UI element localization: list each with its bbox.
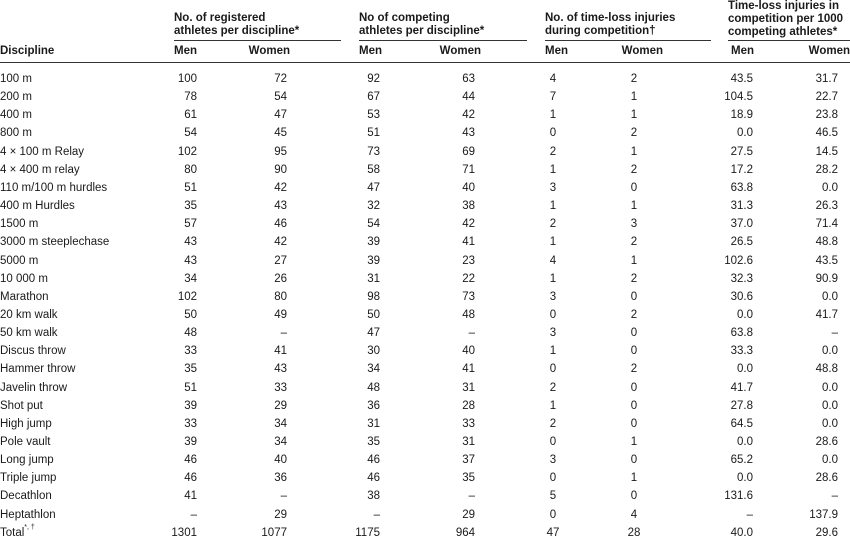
- cell-rate-men: 131.6: [724, 490, 753, 503]
- cell-inj-men: 7: [549, 91, 557, 104]
- cell-discipline: Javelin throw: [0, 381, 68, 394]
- cell-reg-women: 34: [274, 417, 287, 430]
- cell-rate-men: 30.6: [730, 290, 753, 303]
- cell-inj-women: 1: [630, 200, 638, 213]
- table-row: [0, 397, 850, 415]
- cell-reg-men: 61: [184, 109, 197, 122]
- cell-reg-men: 102: [177, 145, 197, 158]
- cell-comp-men: 47: [367, 327, 380, 340]
- cell-rate-men: 63.8: [730, 327, 753, 340]
- cell-reg-women: 45: [274, 127, 287, 140]
- cell-comp-women: 28: [462, 399, 475, 412]
- cell-rate-women: 0.0: [822, 345, 838, 358]
- group-header-injuries: [545, 12, 675, 38]
- cell-comp-men: 46: [367, 454, 380, 467]
- cell-comp-women: 29: [462, 508, 475, 521]
- table-row: [0, 270, 850, 288]
- cell-comp-men: 67: [367, 91, 380, 104]
- group-header-injuries-line1: No. of time-loss injuries: [545, 12, 676, 24]
- cell-rate-women: 14.5: [815, 145, 838, 158]
- cell-rate-women: 22.7: [815, 91, 838, 104]
- cell-comp-women: 71: [462, 163, 475, 176]
- total-label: [0, 524, 35, 542]
- cell-comp-women: 22: [462, 272, 475, 285]
- table-row: [0, 342, 850, 360]
- cell-comp-men: 54: [367, 218, 380, 231]
- cell-comp-women: 41: [462, 363, 475, 376]
- cell-comp-women: 42: [462, 218, 475, 231]
- cell-comp-women: 63: [462, 73, 475, 85]
- cell-inj-men: 1: [549, 345, 557, 358]
- group-rule-competing: [359, 40, 527, 41]
- cell-discipline: Discus throw: [0, 345, 66, 358]
- cell-reg-men: –: [190, 508, 197, 521]
- cell-comp-men: 31: [367, 417, 380, 430]
- rate-men-header: Men: [731, 45, 754, 57]
- cell-inj-women: 0: [630, 490, 638, 503]
- cell-inj-women: 2: [630, 363, 638, 376]
- cell-comp-women: 23: [462, 254, 475, 267]
- table-row: [0, 451, 850, 469]
- cell-comp-men: 31: [367, 272, 380, 285]
- cell-comp-women: 44: [462, 91, 475, 104]
- total-rate-women: 29.6: [815, 527, 838, 539]
- cell-rate-men: 17.2: [730, 163, 753, 176]
- cell-rate-women: 26.3: [815, 200, 838, 213]
- cell-reg-men: 33: [184, 417, 197, 430]
- header-rule: [0, 62, 850, 63]
- table-row: [0, 88, 850, 106]
- cell-discipline: 1500 m: [0, 218, 39, 231]
- cell-reg-men: 102: [177, 290, 197, 303]
- cell-reg-men: 50: [184, 308, 197, 321]
- cell-rate-men: 104.5: [724, 91, 753, 104]
- cell-rate-women: 48.8: [815, 363, 838, 376]
- cell-inj-women: 0: [630, 181, 638, 194]
- cell-rate-women: –: [831, 490, 838, 503]
- cell-reg-women: 54: [274, 91, 287, 104]
- cell-rate-men: 0.0: [737, 436, 753, 448]
- discipline-header: Discipline: [0, 45, 55, 57]
- table-row: [0, 179, 850, 197]
- cell-reg-women: 43: [274, 363, 287, 376]
- cell-inj-men: 1: [549, 236, 557, 249]
- cell-inj-men: 4: [549, 73, 557, 85]
- cell-inj-men: 1: [549, 109, 557, 122]
- cell-rate-women: 90.9: [815, 272, 838, 285]
- cell-inj-women: 0: [630, 454, 638, 467]
- cell-reg-men: 41: [184, 490, 197, 503]
- cell-rate-women: 137.9: [809, 508, 838, 521]
- group-header-competing-line1: No of competing: [359, 12, 450, 24]
- cell-inj-women: 2: [630, 308, 638, 321]
- cell-discipline: 4 × 100 m Relay: [0, 145, 85, 158]
- cell-comp-women: 31: [462, 436, 475, 448]
- cell-comp-women: 31: [462, 381, 475, 394]
- cell-reg-women: 26: [274, 272, 287, 285]
- cell-comp-men: 46: [367, 472, 380, 485]
- cell-inj-women: 2: [630, 73, 638, 85]
- cell-reg-men: 43: [184, 254, 197, 267]
- cell-comp-men: 73: [367, 145, 380, 158]
- comp-men-header: Men: [359, 45, 382, 57]
- cell-comp-women: 40: [462, 345, 475, 358]
- cell-inj-women: 3: [630, 218, 638, 231]
- cell-comp-women: 37: [462, 454, 475, 467]
- cell-rate-women: 41.7: [815, 308, 838, 321]
- table-row: [0, 487, 850, 505]
- cell-discipline: Decathlon: [0, 490, 52, 503]
- cell-comp-men: 39: [367, 236, 380, 249]
- cell-reg-women: 46: [274, 218, 287, 231]
- cell-reg-women: 29: [274, 508, 287, 521]
- cell-rate-men: 65.2: [730, 454, 753, 467]
- cell-comp-women: –: [468, 490, 475, 503]
- cell-rate-men: 0.0: [737, 363, 753, 376]
- cell-rate-men: 37.0: [730, 218, 753, 231]
- table-row: [0, 143, 850, 161]
- cell-discipline: Pole vault: [0, 436, 51, 448]
- cell-inj-women: 2: [630, 127, 638, 140]
- cell-inj-men: 1: [549, 163, 557, 176]
- cell-inj-women: 0: [630, 345, 638, 358]
- cell-reg-men: 39: [184, 436, 197, 448]
- cell-discipline: Heptathlon: [0, 508, 56, 521]
- cell-inj-men: 3: [549, 181, 557, 194]
- total-reg-men: 1301: [171, 527, 197, 539]
- cell-rate-women: 31.7: [815, 73, 838, 85]
- cell-inj-men: 1: [549, 272, 557, 285]
- cell-inj-men: 2: [549, 145, 557, 158]
- cell-rate-women: 71.4: [815, 218, 838, 231]
- group-header-registered: [174, 12, 299, 38]
- cell-rate-men: 43.5: [730, 73, 753, 85]
- cell-rate-women: 0.0: [822, 290, 838, 303]
- cell-reg-women: 95: [274, 145, 287, 158]
- cell-discipline: 10 000 m: [0, 272, 48, 285]
- cell-reg-men: 46: [184, 454, 197, 467]
- cell-inj-women: 0: [630, 399, 638, 412]
- cell-comp-women: 35: [462, 472, 475, 485]
- cell-reg-men: 33: [184, 345, 197, 358]
- table-row: [0, 506, 850, 524]
- cell-reg-women: 47: [274, 109, 287, 122]
- cell-discipline: 50 km walk: [0, 327, 58, 340]
- group-header-rate-line2: competition per 1000: [728, 13, 844, 25]
- cell-reg-women: 41: [274, 345, 287, 358]
- group-header-rate-line3: competing athletes*: [728, 26, 838, 38]
- cell-reg-men: 54: [184, 127, 197, 140]
- cell-inj-women: 1: [630, 145, 638, 158]
- cell-reg-women: 36: [274, 472, 287, 485]
- cell-discipline: Triple jump: [0, 472, 57, 485]
- total-label-text: Total: [0, 527, 25, 539]
- cell-comp-women: 38: [462, 200, 475, 213]
- cell-inj-men: 0: [549, 436, 557, 448]
- table-row: [0, 324, 850, 342]
- table-row: [0, 70, 850, 88]
- cell-discipline: 3000 m steeplechase: [0, 236, 110, 249]
- cell-rate-women: 0.0: [822, 399, 838, 412]
- table-row: [0, 233, 850, 251]
- cell-discipline: 800 m: [0, 127, 32, 140]
- cell-reg-women: 90: [274, 163, 287, 176]
- cell-rate-men: –: [746, 508, 753, 521]
- cell-inj-men: 0: [549, 508, 557, 521]
- cell-inj-women: 0: [630, 290, 638, 303]
- group-header-injuries-line2: during competition†: [545, 25, 656, 37]
- cell-comp-men: 51: [367, 127, 380, 140]
- table-row: [0, 360, 850, 378]
- cell-comp-men: 34: [367, 363, 380, 376]
- cell-reg-women: 34: [274, 436, 287, 448]
- cell-reg-men: 51: [184, 181, 197, 194]
- cell-rate-women: –: [831, 327, 838, 340]
- cell-reg-men: 34: [184, 272, 197, 285]
- cell-comp-men: 48: [367, 381, 380, 394]
- cell-inj-women: 0: [630, 327, 638, 340]
- total-inj-men: 47: [546, 527, 560, 539]
- table-row: [0, 433, 850, 451]
- cell-discipline: 200 m: [0, 91, 32, 104]
- comp-women-header: Women: [439, 45, 481, 57]
- group-header-rate: [728, 0, 843, 39]
- table-row: [0, 106, 850, 124]
- cell-comp-women: 69: [462, 145, 475, 158]
- cell-discipline: 110 m/100 m hurdles: [0, 181, 108, 194]
- cell-comp-women: 43: [462, 127, 475, 140]
- cell-rate-women: 28.6: [815, 436, 838, 448]
- cell-inj-women: 1: [630, 109, 638, 122]
- reg-women-header: Women: [248, 45, 290, 57]
- cell-comp-women: 40: [462, 181, 475, 194]
- group-rule-injuries: [545, 40, 711, 41]
- cell-inj-men: 0: [549, 127, 557, 140]
- cell-inj-women: 0: [630, 417, 638, 430]
- cell-reg-men: 57: [184, 218, 197, 231]
- inj-women-header: Women: [621, 45, 663, 57]
- table-row: [0, 469, 850, 487]
- cell-inj-men: 2: [549, 381, 557, 394]
- group-rule-rate: [728, 40, 850, 41]
- cell-inj-women: 1: [630, 436, 638, 448]
- cell-inj-women: 2: [630, 163, 638, 176]
- cell-rate-women: 28.6: [815, 472, 838, 485]
- cell-rate-men: 64.5: [730, 417, 753, 430]
- rate-women-header: Women: [808, 45, 850, 57]
- cell-inj-women: 0: [630, 381, 638, 394]
- table-row: [0, 197, 850, 215]
- cell-discipline: Marathon: [0, 290, 49, 303]
- cell-reg-men: 43: [184, 236, 197, 249]
- cell-reg-women: 33: [274, 381, 287, 394]
- cell-inj-women: 4: [630, 508, 638, 521]
- cell-comp-women: 48: [462, 308, 475, 321]
- cell-inj-men: 3: [549, 327, 557, 340]
- cell-comp-men: 98: [367, 290, 380, 303]
- cell-rate-men: 31.3: [730, 200, 753, 213]
- cell-inj-men: 0: [549, 472, 557, 485]
- cell-reg-women: 43: [274, 200, 287, 213]
- table-row: [0, 415, 850, 433]
- cell-comp-men: 39: [367, 254, 380, 267]
- cell-reg-men: 46: [184, 472, 197, 485]
- cell-discipline: 5000 m: [0, 254, 39, 267]
- total-reg-women: 1077: [261, 527, 287, 539]
- cell-reg-men: 35: [184, 200, 197, 213]
- table-row: [0, 215, 850, 233]
- table-row: [0, 161, 850, 179]
- cell-inj-men: 1: [549, 200, 557, 213]
- cell-comp-men: 36: [367, 399, 380, 412]
- cell-rate-men: 0.0: [737, 472, 753, 485]
- cell-inj-women: 1: [630, 254, 638, 267]
- cell-rate-men: 63.8: [730, 181, 753, 194]
- cell-rate-women: 0.0: [822, 181, 838, 194]
- total-rate-men: 40.0: [730, 527, 753, 539]
- cell-inj-men: 3: [549, 290, 557, 303]
- cell-rate-women: 23.8: [815, 109, 838, 122]
- cell-comp-men: 32: [367, 200, 380, 213]
- group-header-registered-line1: No. of registered: [174, 12, 266, 24]
- table-row: [0, 306, 850, 324]
- cell-discipline: 400 m Hurdles: [0, 200, 75, 213]
- cell-rate-men: 26.5: [730, 236, 753, 249]
- cell-inj-men: 5: [549, 490, 557, 503]
- cell-comp-men: 50: [367, 308, 380, 321]
- cell-comp-men: 47: [367, 181, 380, 194]
- cell-inj-women: 2: [630, 236, 638, 249]
- cell-comp-men: 38: [367, 490, 380, 503]
- cell-reg-women: 40: [274, 454, 287, 467]
- cell-rate-men: 102.6: [724, 254, 753, 267]
- cell-reg-men: 39: [184, 399, 197, 412]
- cell-rate-women: 48.8: [815, 236, 838, 249]
- cell-inj-men: 3: [549, 454, 557, 467]
- cell-inj-men: 1: [549, 399, 557, 412]
- cell-comp-men: 58: [367, 163, 380, 176]
- cell-rate-women: 43.5: [815, 254, 838, 267]
- group-header-competing-line2: athletes per discipline*: [359, 25, 485, 37]
- cell-discipline: Long jump: [0, 454, 54, 467]
- cell-comp-men: –: [373, 508, 380, 521]
- cell-comp-men: 35: [367, 436, 380, 448]
- table-row: [0, 288, 850, 306]
- cell-comp-men: 30: [367, 345, 380, 358]
- group-rule-registered: [174, 40, 341, 41]
- cell-reg-men: 100: [177, 73, 197, 85]
- cell-reg-women: –: [280, 327, 287, 340]
- cell-rate-men: 0.0: [737, 308, 753, 321]
- cell-rate-women: 28.2: [815, 163, 838, 176]
- cell-rate-men: 32.3: [730, 272, 753, 285]
- cell-reg-men: 35: [184, 363, 197, 376]
- cell-rate-women: 0.0: [822, 381, 838, 394]
- cell-inj-men: 2: [549, 218, 557, 231]
- total-label-footnote: *, †: [24, 524, 35, 531]
- table-row: [0, 124, 850, 142]
- cell-reg-men: 48: [184, 327, 197, 340]
- cell-inj-women: 1: [630, 472, 638, 485]
- cell-discipline: 4 × 400 m relay: [0, 163, 80, 176]
- cell-comp-men: 53: [367, 109, 380, 122]
- table-row: [0, 252, 850, 270]
- group-header-registered-line2: athletes per discipline*: [174, 25, 300, 37]
- cell-inj-women: 2: [630, 272, 638, 285]
- cell-rate-women: 46.5: [815, 127, 838, 140]
- cell-discipline: Shot put: [0, 399, 43, 412]
- cell-rate-men: 27.5: [730, 145, 753, 158]
- cell-rate-men: 0.0: [737, 127, 753, 140]
- cell-discipline: 100 m: [0, 73, 32, 85]
- cell-comp-women: 41: [462, 236, 475, 249]
- cell-discipline: 400 m: [0, 109, 32, 122]
- cell-rate-women: 0.0: [822, 417, 838, 430]
- cell-discipline: Hammer throw: [0, 363, 76, 376]
- total-row: [0, 524, 850, 542]
- cell-reg-women: 27: [274, 254, 287, 267]
- cell-comp-men: 92: [367, 73, 380, 85]
- cell-inj-women: 1: [630, 91, 638, 104]
- cell-reg-men: 78: [184, 91, 197, 104]
- cell-reg-women: 42: [274, 236, 287, 249]
- cell-rate-men: 41.7: [730, 381, 753, 394]
- table-row: [0, 379, 850, 397]
- cell-inj-men: 0: [549, 363, 557, 376]
- inj-men-header: Men: [545, 45, 568, 57]
- group-header-rate-line1: Time-loss injuries in: [728, 0, 839, 12]
- cell-inj-men: 0: [549, 308, 557, 321]
- cell-comp-women: 33: [462, 417, 475, 430]
- group-header-competing: [359, 12, 484, 38]
- cell-reg-women: –: [280, 490, 287, 503]
- cell-comp-women: –: [468, 327, 475, 340]
- cell-rate-women: 0.0: [822, 454, 838, 467]
- cell-reg-women: 29: [274, 399, 287, 412]
- total-comp-women: 964: [455, 527, 475, 539]
- total-inj-women: 28: [627, 527, 641, 539]
- cell-reg-women: 42: [274, 181, 287, 194]
- cell-inj-men: 2: [549, 417, 557, 430]
- cell-discipline: 20 km walk: [0, 308, 58, 321]
- cell-reg-women: 80: [274, 290, 287, 303]
- cell-comp-women: 42: [462, 109, 475, 122]
- cell-discipline: High jump: [0, 417, 52, 430]
- cell-reg-women: 72: [274, 73, 287, 85]
- cell-rate-men: 18.9: [730, 109, 753, 122]
- cell-comp-women: 73: [462, 290, 475, 303]
- reg-men-header: Men: [174, 45, 197, 57]
- cell-rate-men: 33.3: [730, 345, 753, 358]
- cell-reg-men: 80: [184, 163, 197, 176]
- cell-inj-men: 4: [549, 254, 557, 267]
- total-comp-men: 1175: [355, 527, 380, 539]
- cell-reg-women: 49: [274, 308, 287, 321]
- cell-reg-men: 51: [184, 381, 197, 394]
- cell-rate-men: 27.8: [730, 399, 753, 412]
